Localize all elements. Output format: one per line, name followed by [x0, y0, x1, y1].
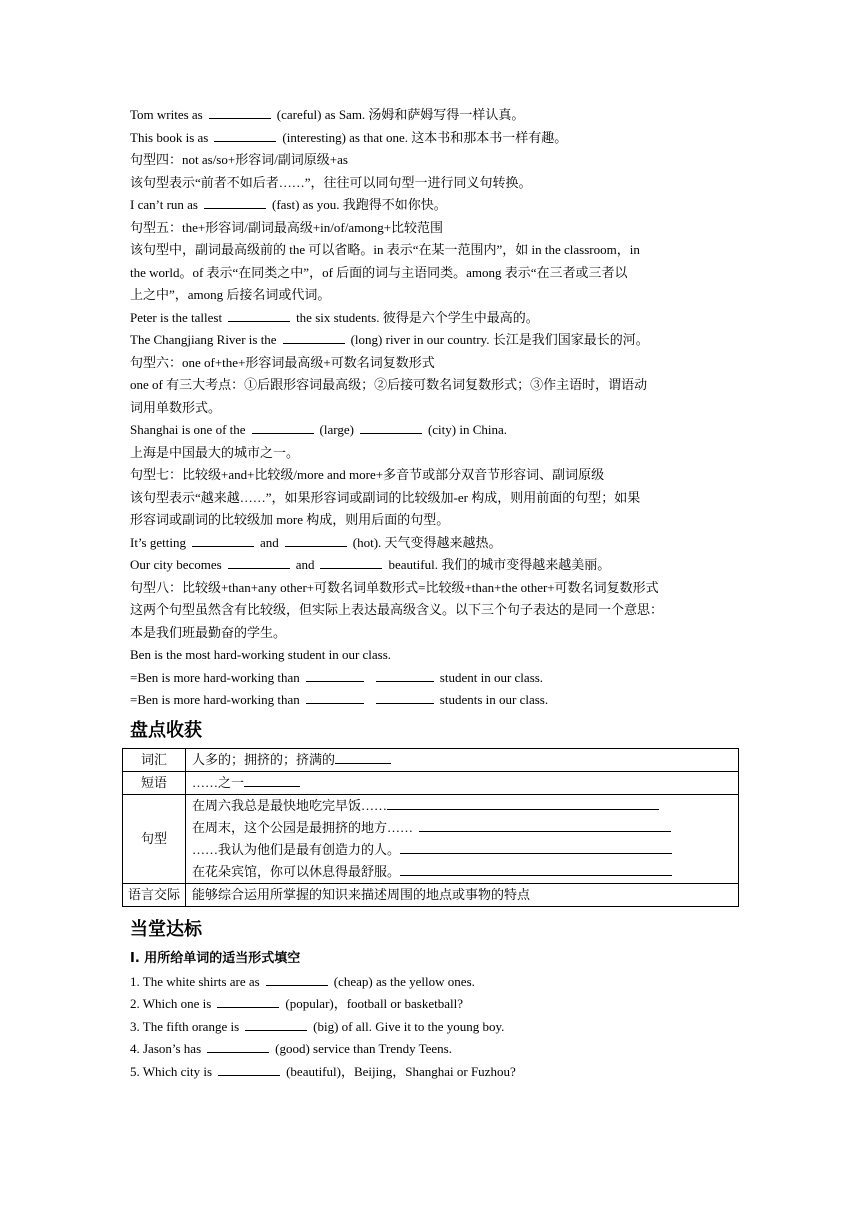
fill-blank[interactable] [283, 330, 345, 344]
fill-blank[interactable] [192, 533, 254, 547]
pattern-heading: 句型四：not as/so+形容词/副词原级+as [130, 152, 348, 167]
fill-blank[interactable] [204, 195, 266, 209]
fill-blank[interactable] [214, 128, 276, 142]
text-line: The Changjiang River is the (long) river in our country. 长江是我们国家最长的河。 [130, 332, 649, 347]
question-item: 4. Jason’s has (good) service than Trendy Teens. [130, 1041, 452, 1056]
section-title-summary: 盘点收获 [130, 719, 202, 741]
row-label: 句型 [123, 794, 186, 883]
fill-blank[interactable] [400, 840, 672, 854]
text-line: =Ben is more hard-working than students in our class. [130, 692, 549, 707]
pattern-heading: 句型五：the+形容词/副词最高级+in/of/among+比较范围 [130, 219, 444, 235]
fill-blank[interactable] [266, 972, 328, 986]
text-line: 词用单数形式。 [130, 399, 222, 415]
table-row [123, 883, 739, 906]
text-line: I can’t run as (fast) as you. 我跑得不如你快。 [130, 197, 447, 212]
exercise-instruction: Ⅰ. 用所给单词的适当形式填空 [130, 950, 301, 966]
section-title-practice: 当堂达标 [130, 918, 202, 940]
table-row [123, 794, 739, 883]
question-item: 3. The fifth orange is (big) of all. Give it to the young boy. [130, 1018, 505, 1034]
text-line: Tom writes as (careful) as Sam. 汤姆和萨姆写得一样认真。 [130, 107, 525, 122]
fill-blank[interactable] [306, 668, 364, 682]
text-line: 本是我们班最勤奋的学生。 [130, 624, 287, 640]
text-line: Shanghai is one of the (large) (city) in China. [130, 422, 508, 437]
fill-blank[interactable] [207, 1039, 269, 1053]
row-content: ……之一 [186, 771, 739, 794]
fill-blank[interactable] [228, 308, 290, 322]
question-item: 2. Which one is (popular)，football or basketball? [130, 996, 463, 1011]
fill-blank[interactable] [360, 420, 422, 434]
fill-blank[interactable] [387, 796, 659, 810]
text-line: 这两个句型虽然含有比较级，但实际上表达最高级含义。以下三个句子表达的是同一个意思： [130, 602, 664, 617]
row-content: 能够综合运用所掌握的知识来描述周围的地点或事物的特点 [186, 883, 739, 906]
text-line: Ben is the most hard-working student in our class. [130, 647, 392, 662]
fill-blank[interactable] [376, 668, 434, 682]
text-line: =Ben is more hard-working than student in our class. [130, 669, 544, 685]
row-content: 人多的；拥挤的；挤满的 [186, 748, 739, 771]
fill-blank[interactable] [306, 690, 364, 704]
text-line: 该句型表示“越来越……”，如果形容词或副词的比较级加-er 构成，则用前面的句型；如果 [130, 489, 641, 505]
fill-blank[interactable] [228, 555, 290, 569]
text-line: Peter is the tallest the six students. 彼得是六个学生中最高的。 [130, 309, 539, 325]
fill-blank[interactable] [335, 750, 391, 764]
sentence-line: ……我认为他们是最有创造力的人。 [192, 839, 732, 861]
sentence-line: 在花朵宾馆，你可以休息得最舒服。 [192, 861, 732, 883]
fill-blank[interactable] [217, 994, 279, 1008]
text-line: the world。of 表示“在同类之中”，of 后面的词与主语同类。among 表示“在三者或三者以 [130, 264, 628, 280]
text-line: This book is as (interesting) as that one. 这本书和那本书一样有趣。 [130, 129, 568, 145]
document-page [127, 104, 732, 1083]
table-row [123, 771, 739, 794]
fill-blank[interactable] [419, 818, 671, 832]
sentence-line: 在周六我总是最快地吃完早饭…… [192, 795, 732, 817]
fill-blank[interactable] [252, 420, 314, 434]
text-line: one of 有三大考点：①后跟形容词最高级；②后接可数名词复数形式；③作主语时，谓语动 [130, 377, 648, 392]
pattern-heading: 句型八：比较级+than+any other+可数名词单数形式=比较级+than+the other+可数名词复数形式 [130, 579, 659, 595]
table-row [123, 748, 739, 771]
fill-blank[interactable] [244, 773, 300, 787]
row-label: 词汇 [123, 748, 186, 771]
summary-table [122, 748, 739, 907]
fill-blank[interactable] [376, 690, 434, 704]
text-line: 该句型中，副词最高级前的 the 可以省略。in 表示“在某一范围内”，如 in the classroom，in [130, 242, 640, 257]
text-line: Our city becomes and beautiful. 我们的城市变得越来越美丽。 [130, 557, 611, 572]
text-line: 该句型表示“前者不如后者……”，往往可以同句型一进行同义句转换。 [130, 174, 532, 190]
question-item: 5. Which city is (beautiful)，Beijing，Shanghai or Fuzhou? [130, 1063, 516, 1079]
question-item: 1. The white shirts are as (cheap) as the yellow ones. [130, 973, 475, 989]
sentence-line: 在周末，这个公园是最拥挤的地方…… [192, 817, 732, 839]
fill-blank[interactable] [320, 555, 382, 569]
text-line: 形容词或副词的比较级加 more 构成，则用后面的句型。 [130, 512, 450, 527]
fill-blank[interactable] [218, 1062, 280, 1076]
fill-blank[interactable] [400, 862, 672, 876]
row-content [186, 794, 739, 883]
text-line: 上海是中国最大的城市之一。 [130, 444, 300, 460]
pattern-heading: 句型六：one of+the+形容词最高级+可数名词复数形式 [130, 354, 435, 370]
text-line: It’s getting and (hot). 天气变得越来越热。 [130, 534, 502, 550]
pattern-heading: 句型七：比较级+and+比较级/more and more+多音节或部分双音节形容词、副词原级 [130, 467, 605, 482]
fill-blank[interactable] [285, 533, 347, 547]
fill-blank[interactable] [245, 1017, 307, 1031]
row-label: 语言交际 [123, 883, 186, 906]
text-line: 上之中”，among 后接名词或代词。 [130, 287, 331, 302]
row-label: 短语 [123, 771, 186, 794]
fill-blank[interactable] [209, 105, 271, 119]
